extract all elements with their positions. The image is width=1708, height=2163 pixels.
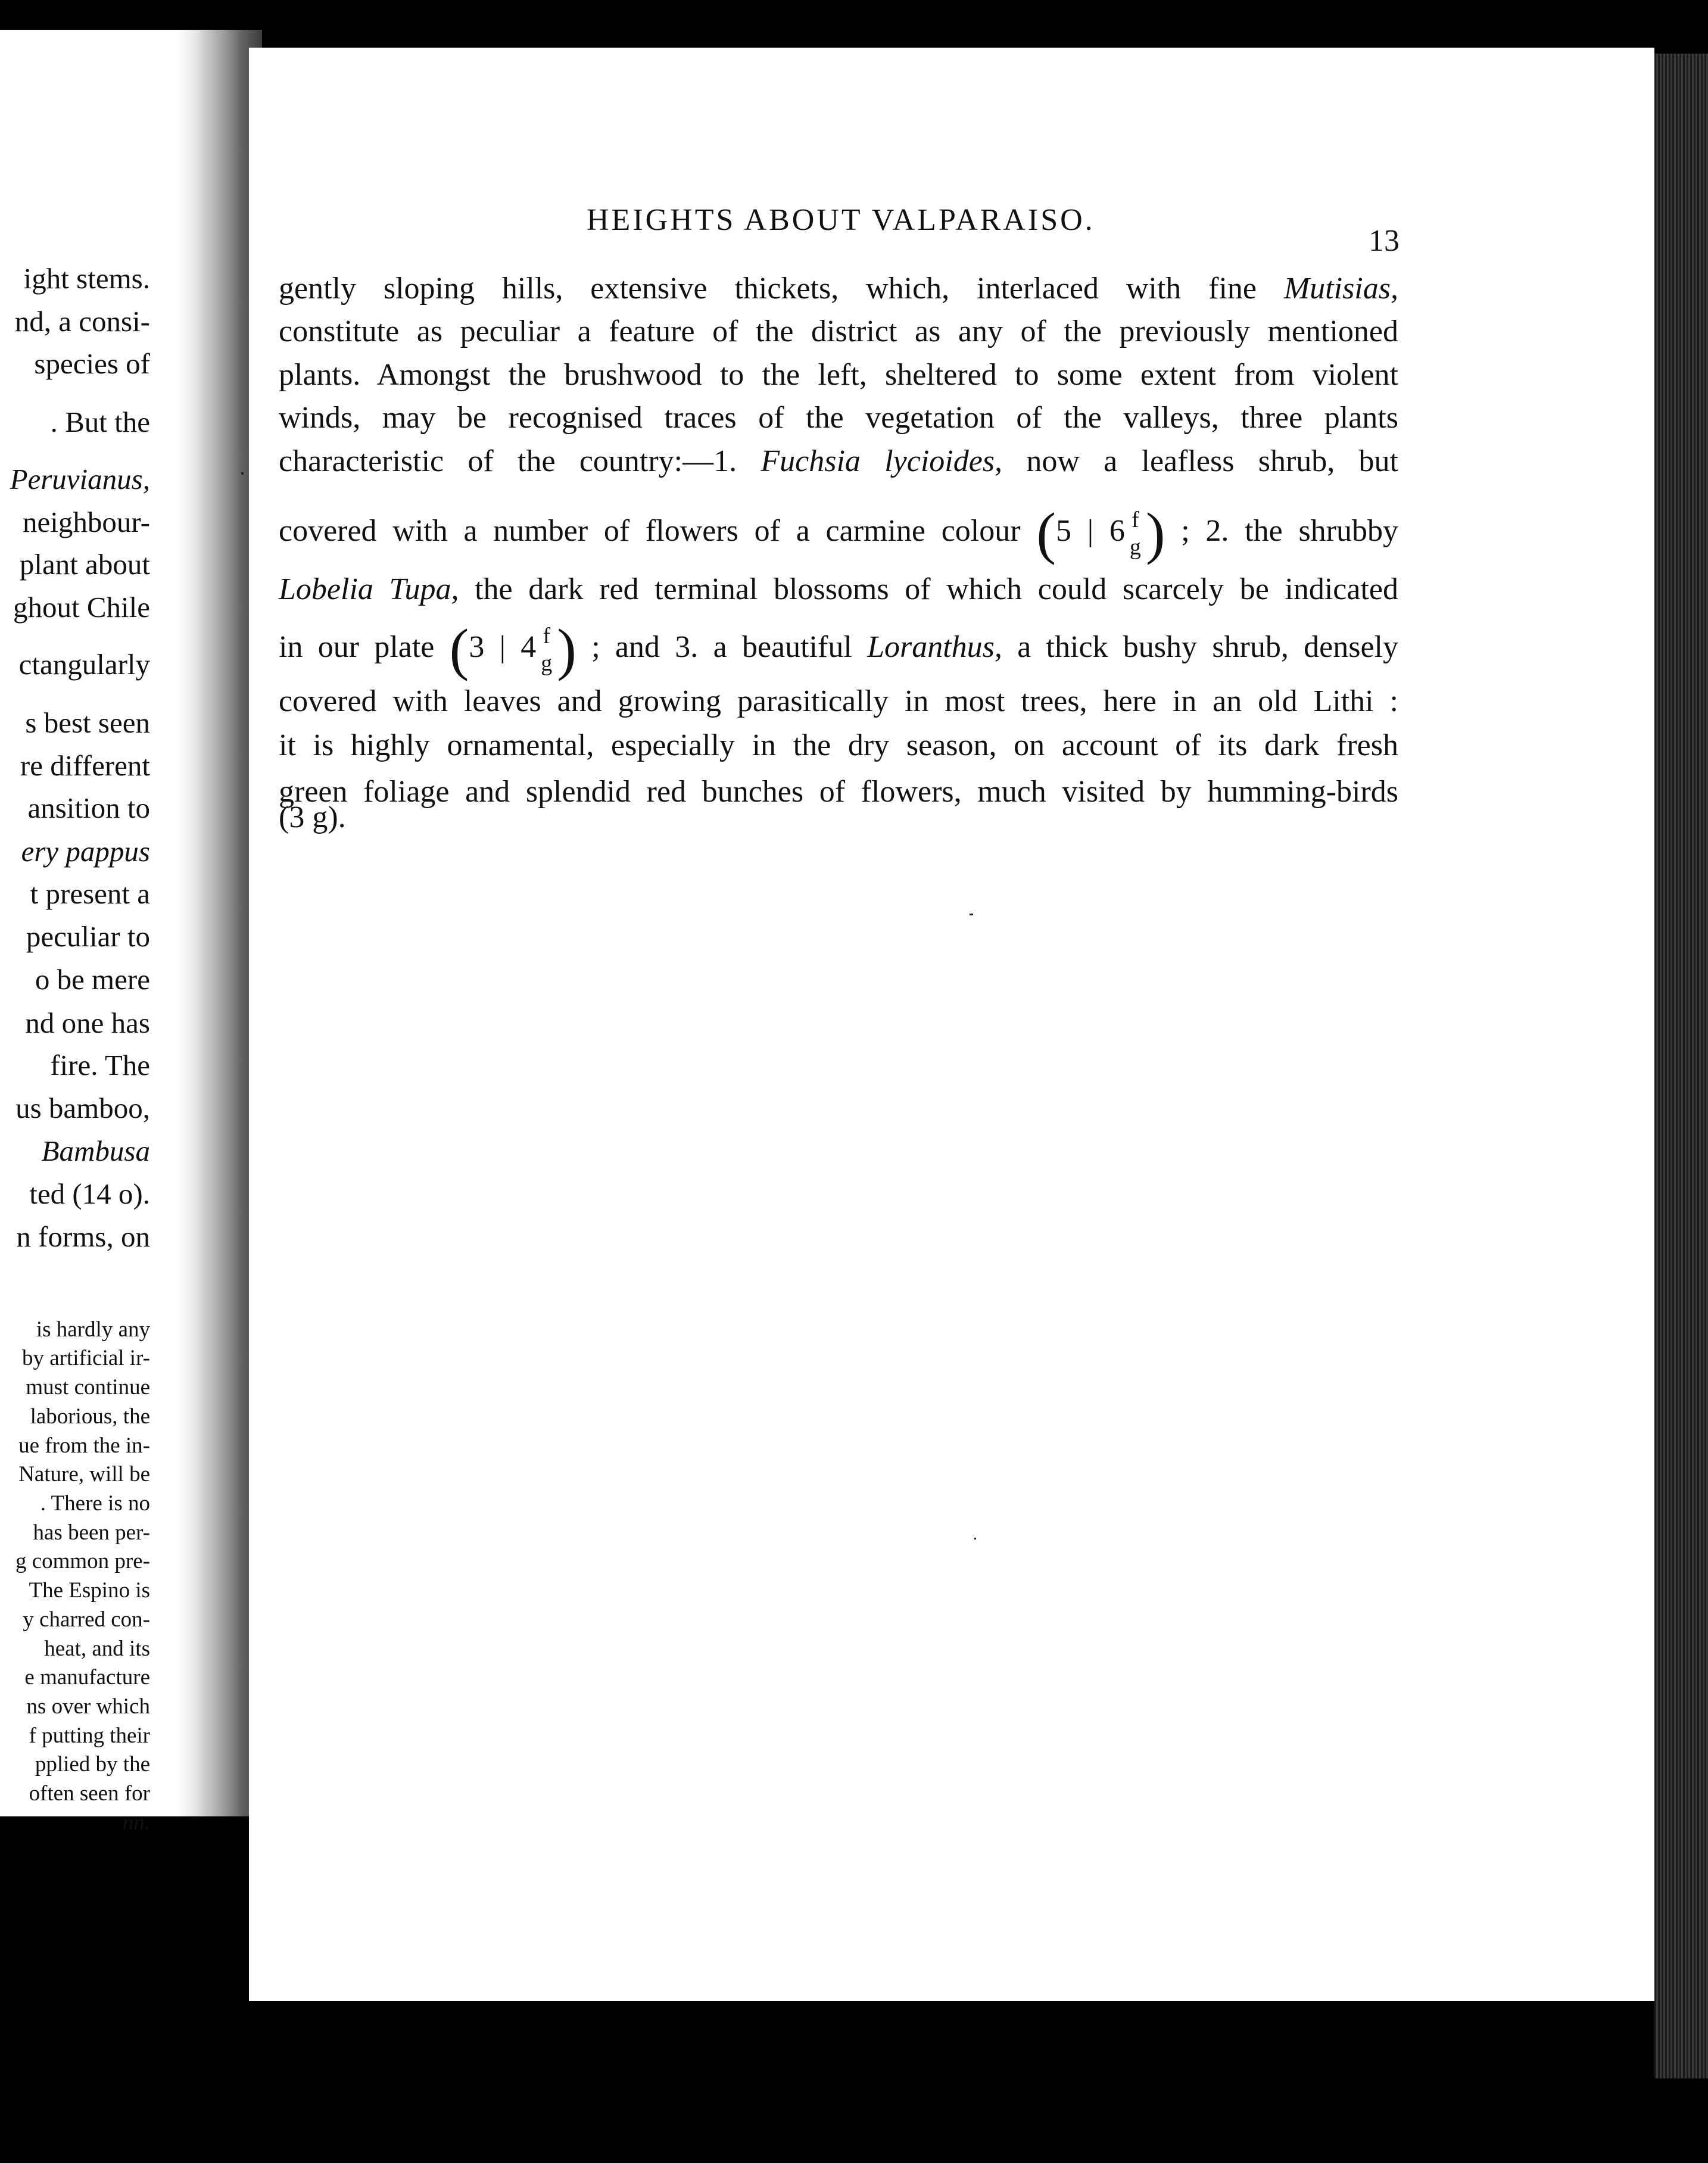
paragraph-line [279,400,1398,436]
left-footnote-line: ue from the in- [18,1433,150,1458]
close-paren-glyph: ) [1145,501,1165,566]
line-text: now a leafless shrub, but [1002,444,1399,478]
line-text: constitute as peculiar a feature of the district as any of the previously mentioned [279,314,1398,348]
left-footnote-line: ns over which [26,1694,150,1719]
italic-term: Mutisias, [1283,272,1398,306]
italic-term: Lobelia Tupa, [279,572,459,606]
line-text: the dark red terminal blossoms of which could scarcely be indicated [459,572,1398,606]
left-footnote-line: often seen for [29,1781,150,1806]
line-text: covered with a number of flowers of a carmine colour [279,513,1037,548]
left-footnote-line: pplied by the [35,1752,150,1776]
left-page-line: ight stems. [23,262,150,295]
left-footnote-line: y charred con- [23,1607,150,1632]
plate-fraction [1130,506,1141,561]
left-page-line: ansition to [27,791,150,824]
line-text: plants. Amongst the brushwood to the left, sheltered to some extent from violent [279,358,1398,392]
left-footnote-line: has been per- [33,1520,150,1545]
italic-term: Fuchsia lycioides, [761,444,1003,478]
fraction-numerator: f [543,624,551,649]
paragraph-line [279,501,1398,566]
left-page-line: ghout Chile [13,591,150,624]
plate-reference: 3 | 4 [469,629,537,664]
page-number: 13 [1369,224,1400,258]
left-page-line: n forms, on [16,1220,150,1253]
paragraph-line [279,618,1398,682]
line-text: covered with leaves and growing parasitically in most trees, here in an old Lithi : [279,684,1398,718]
left-footnote-line: is hardly any [36,1317,150,1342]
left-page-line: re different [20,749,150,782]
fraction-denominator: g [541,651,553,676]
left-footnote-line: The Espino is [29,1578,150,1603]
line-text: characteristic of the country:—1. [279,444,761,478]
line-text: gently sloping hills, extensive thickets, which, interlaced with fine [279,272,1284,306]
left-page-line: nd one has [25,1006,150,1039]
open-paren-glyph: ( [449,618,469,682]
paragraph-line [279,444,1398,479]
close-paren-glyph: ) [557,618,576,682]
scan-speck [241,472,244,475]
open-paren-glyph: ( [1036,501,1056,566]
fraction-denominator: g [1129,535,1141,560]
left-page-line: nd, a consi- [14,305,150,338]
line-text: (3 g). [279,800,346,834]
left-page-line-text: ery pappus [21,835,150,868]
left-page-line: us bamboo, [15,1092,150,1124]
left-page-line: ted (14 o). [29,1177,150,1210]
plate-fraction [541,622,552,677]
left-footnote-line: must continue [26,1375,150,1400]
left-page-line: ctangularly [18,648,150,681]
left-page-line: fire. The [50,1049,150,1082]
left-page-line: species of [34,347,150,380]
left-footnote-line: by artificial ir- [22,1346,150,1370]
paragraph-line [279,357,1398,393]
paragraph-line [279,728,1398,763]
left-footnote-line: f putting their [29,1723,150,1748]
left-page-line: . But the [50,406,150,438]
line-text: a thick bushy shrub, densely [1002,629,1398,664]
line-text: winds, may be recognised traces of the vegetation of the valleys, three plants [279,401,1398,435]
line-text: in our plate [279,629,450,664]
left-page-line: t present a [30,877,150,910]
left-page-line [21,834,150,869]
left-footnote-line: . There is no [40,1491,150,1516]
line-text: green foliage and splendid red bunches of flowers, much visited by humming-birds [279,775,1398,809]
plate-reference: 5 | 6 [1055,513,1125,548]
left-page-line: Peruvianus, [10,463,150,495]
paragraph-line [279,572,1398,607]
left-page-line: o be mere [35,963,150,996]
paragraph-line [279,800,1398,836]
left-page-line: neighbour- [22,506,150,538]
paragraph-line [279,684,1398,719]
fraction-numerator: f [1132,507,1139,532]
book-page-edges [1654,54,1708,2078]
left-page-line: peculiar to [26,920,150,953]
italic-term: Loranthus, [867,629,1002,664]
line-text: ; 2. the shrubby [1165,513,1398,548]
left-footnote-line: heat, and its [44,1637,150,1661]
line-text: it is highly ornamental, especially in the dry season, on account of its dark fresh [279,728,1398,762]
left-footnote-line: e manufacture [24,1665,150,1690]
left-page [0,30,189,1835]
running-head: HEIGHTS ABOUT VALPARAISO. [587,203,1095,237]
left-page-line: plant about [19,548,150,581]
left-page-line: Bambusa [41,1135,150,1167]
paragraph-line [279,314,1398,350]
left-footnote-line: nn. [122,1810,150,1835]
left-footnote-line: g common pre- [15,1549,150,1573]
line-text: ; and 3. a beautiful [576,629,868,664]
left-footnote-line: laborious, the [30,1404,150,1429]
paragraph-line [279,271,1398,307]
scan-speck [970,914,973,915]
left-page-line: s best seen [25,706,150,739]
left-footnote-line: Nature, will be [18,1462,150,1486]
scan-speck [974,1538,976,1539]
